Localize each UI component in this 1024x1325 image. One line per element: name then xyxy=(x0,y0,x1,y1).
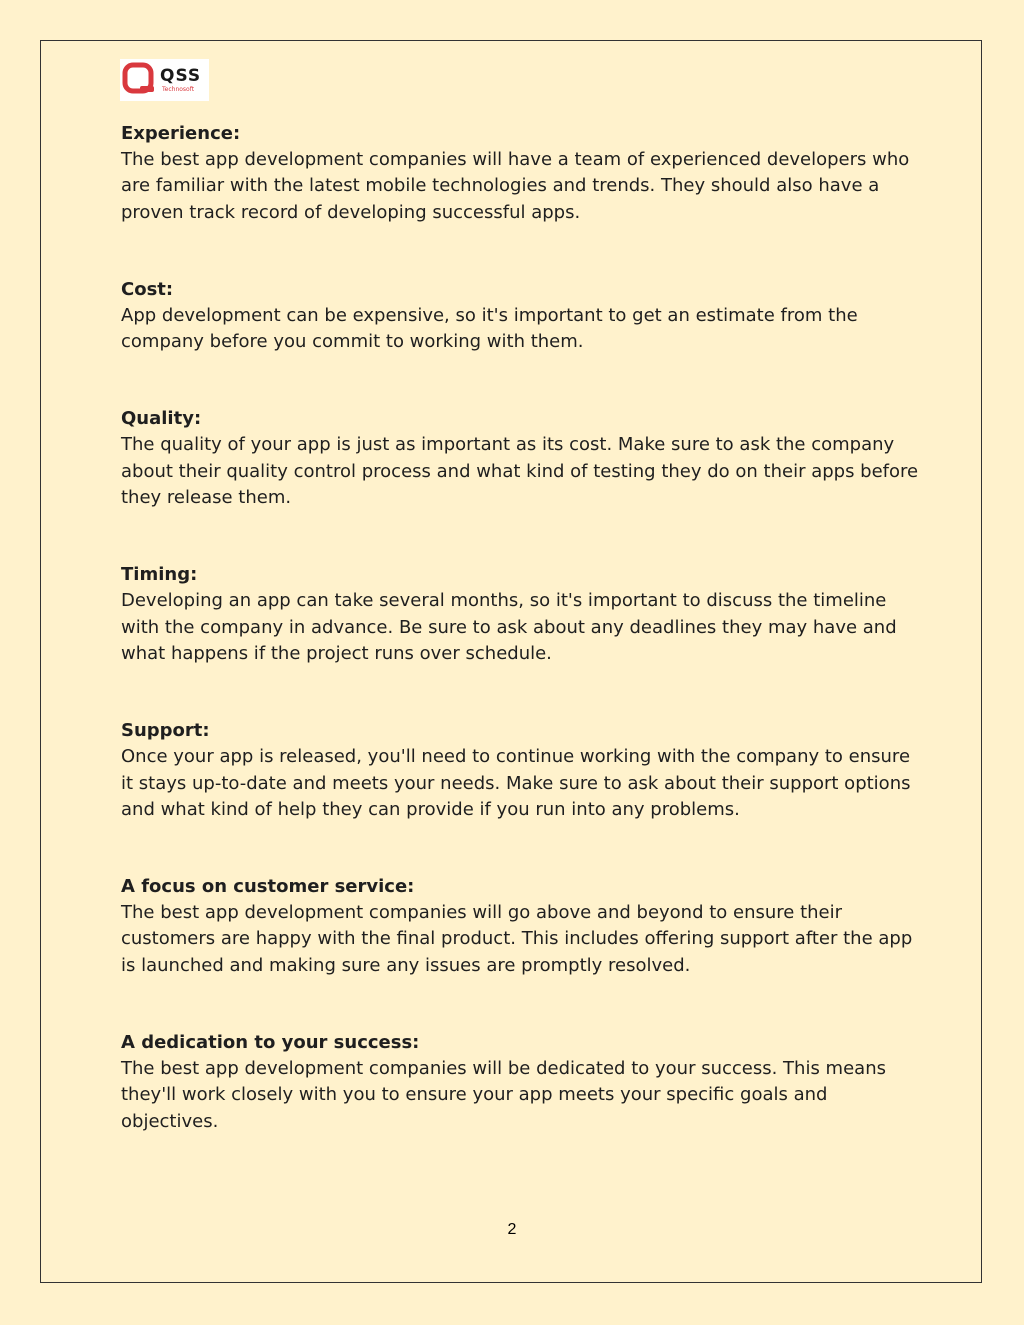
section-heading: Timing: xyxy=(121,564,198,586)
section-experience xyxy=(121,121,921,226)
q-logo-icon xyxy=(122,62,156,98)
section-heading: Support: xyxy=(121,720,210,742)
section-dedication xyxy=(121,1030,921,1135)
logo-subtitle-text: Technosoft xyxy=(162,85,195,93)
section-heading: Cost: xyxy=(121,278,174,300)
document-content xyxy=(121,121,921,1186)
section-body: The best app development companies will go above and beyond to ensure their customers are happy with the final product. This includes offering support after the app is launched and making sure any issues are promptly resolved. xyxy=(121,902,913,976)
logo-brand-text: QSS xyxy=(160,65,202,86)
section-body: Developing an app can take several months, so it's important to discuss the timeline with the company in advance. Be sure to ask about any deadlines they may have and what happens if the project runs over schedule. xyxy=(121,590,897,664)
section-heading: Quality: xyxy=(121,408,202,430)
section-body: The best app development companies will have a team of experienced developers who are familiar with the latest mobile technologies and trends. They should also have a proven track record of developing successful apps. xyxy=(121,149,910,223)
section-support xyxy=(121,718,921,823)
section-quality xyxy=(121,406,921,511)
section-customer-service xyxy=(121,874,921,979)
section-heading: A focus on customer service: xyxy=(121,876,415,898)
section-body: The quality of your app is just as important as its cost. Make sure to ask the company about their quality control process and what kind of testing they do on their apps before they release them. xyxy=(121,434,919,509)
section-cost xyxy=(121,277,921,356)
section-body: Once your app is released, you'll need to continue working with the company to ensure it stays up-to-date and meets your needs. Make sure to ask about their support options and what kind of help they can provide if you run into any problems. xyxy=(121,746,911,820)
section-body: The best app development companies will be dedicated to your success. This means they'll work closely with you to ensure your app meets your specific goals and objectives. xyxy=(121,1058,886,1132)
page-number: 2 xyxy=(507,1221,517,1238)
section-heading: A dedication to your success: xyxy=(121,1032,420,1054)
section-body: App development can be expensive, so it's important to get an estimate from the company before you commit to working with them. xyxy=(121,304,858,353)
company-logo xyxy=(120,59,209,101)
section-timing xyxy=(121,562,921,667)
section-heading: Experience: xyxy=(121,123,241,144)
